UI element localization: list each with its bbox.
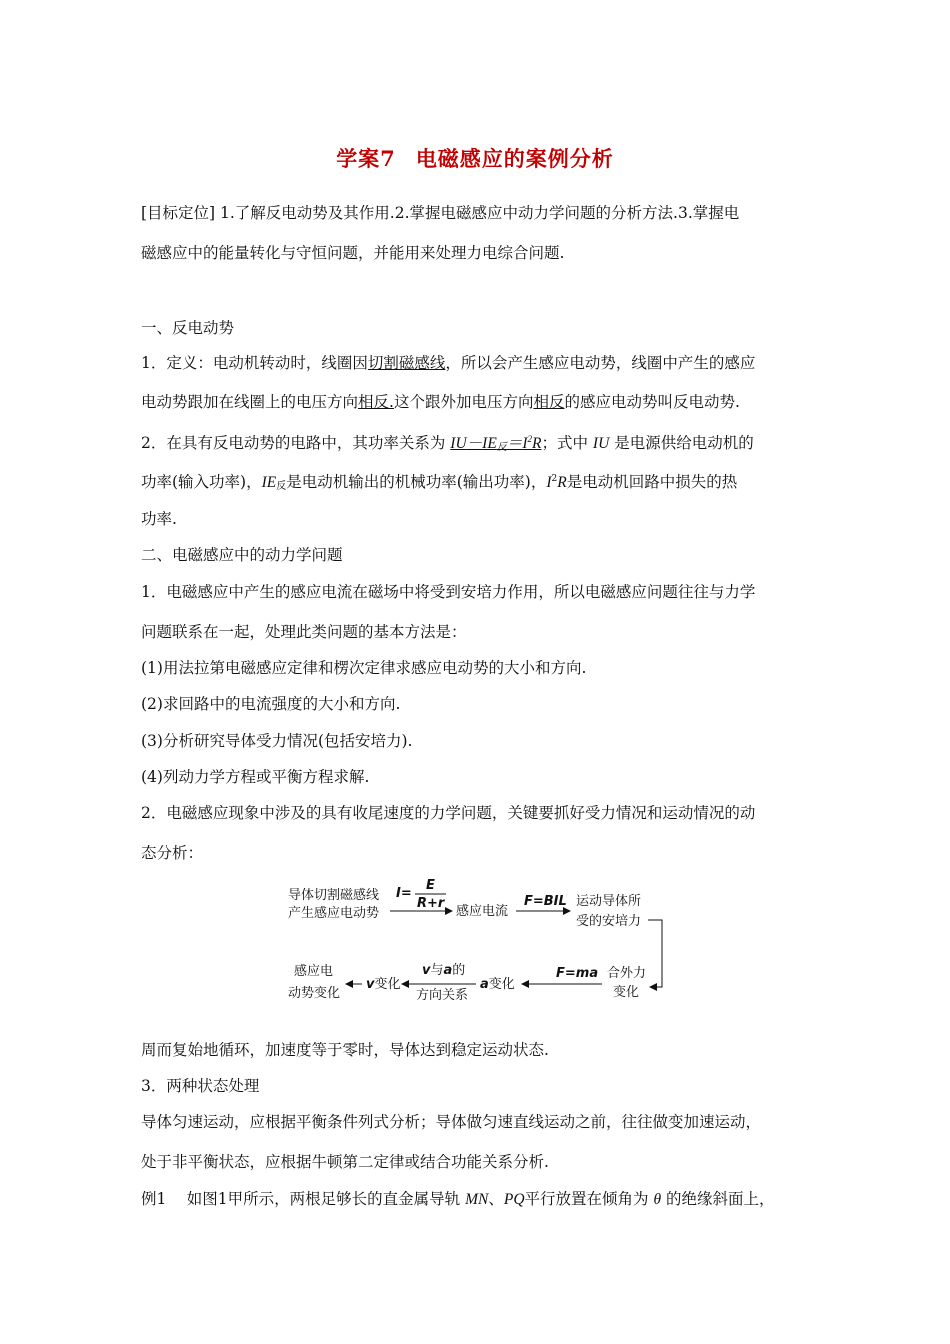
eq-ohm-left: I= xyxy=(396,886,412,901)
formula-subscript: 反 xyxy=(496,442,507,454)
text-run: 的感应电动势叫反电动势. xyxy=(564,393,740,411)
eq-ohm-numerator: E xyxy=(426,878,435,893)
example-1-line xyxy=(141,1189,831,1210)
section3-line1: 导体匀速运动，应根据平衡条件列式分析；导体做匀速直线运动之前，往往做变加速运动， xyxy=(141,1113,762,1131)
var-a: a xyxy=(480,977,489,992)
text-run: 1．定义：电动机转动时，线圈因 xyxy=(141,354,368,372)
underlined-answer: 相反. xyxy=(358,393,394,411)
after-diagram-line: 周而复始地循环，加速度等于零时，导体达到稳定运动状态. xyxy=(141,1041,549,1059)
section2-step1: (1)用法拉第电磁感应定律和楞次定律求感应电动势的大小和方向. xyxy=(141,659,587,677)
formula-part: － xyxy=(466,435,483,453)
section2-heading: 二、电磁感应中的动力学问题 xyxy=(141,546,343,564)
section2-step3: (3)分析研究导体受力情况(包括安培力). xyxy=(141,732,413,750)
arrow-3 xyxy=(648,920,662,987)
text-run: 这个跟外加电压方向 xyxy=(393,393,534,411)
section1-p1-line2 xyxy=(141,392,831,412)
box-conductor-cutting-line1: 导体切割磁感线 xyxy=(288,888,380,903)
section2-p2-line1: 2．电磁感应现象中涉及的具有收尾速度的力学问题，关键要抓好受力情况和运动情况的动 xyxy=(141,804,756,822)
section1-heading: 一、反电动势 xyxy=(141,319,235,337)
title-number: 学案7 xyxy=(336,146,396,171)
text-run: 是电动机回路中损失的热 xyxy=(566,473,738,492)
text-run: 是电动机输出的机械功率(输出功率)， xyxy=(286,473,547,492)
symbol: MN xyxy=(465,1191,489,1208)
symbol: θ xyxy=(653,1191,662,1208)
eq-ohm-denominator: R+r xyxy=(417,896,445,911)
formula-part: IU xyxy=(450,435,467,453)
section2-p2-line2: 态分析： xyxy=(141,844,204,862)
text-change: 变化 xyxy=(488,977,515,992)
underlined-answer: 切割磁感线 xyxy=(367,354,446,372)
box-induced-current: 感应电流 xyxy=(456,904,509,919)
text-run: 是电源供给电动机的 xyxy=(609,434,754,453)
text-run: 例1 如图1甲所示，两根足够长的直金属导轨 xyxy=(141,1190,466,1208)
power-formula xyxy=(450,435,541,452)
underlined-answer: 相反 xyxy=(533,393,565,411)
eq-va-relation-line2: 方向关系 xyxy=(416,988,469,1003)
formula-part: ＝ xyxy=(506,435,523,453)
text-change: 变化 xyxy=(374,977,401,992)
box-net-force-line2: 变化 xyxy=(613,985,640,1000)
section3-heading: 3．两种状态处理 xyxy=(141,1077,260,1095)
section1-p2-line3: 功率. xyxy=(141,510,177,528)
text-run: 2．在具有反电动势的电路中，其功率关系为 xyxy=(141,434,451,453)
section2-step4: (4)列动力学方程或平衡方程求解. xyxy=(141,768,370,786)
formula-part: I xyxy=(522,435,528,453)
formula-superscript: 2 xyxy=(527,434,532,444)
section1-p2-line1 xyxy=(141,429,831,458)
box-emf-change-line1: 感应电 xyxy=(294,964,334,979)
section2-step2: (2)求回路中的电流强度的大小和方向. xyxy=(141,695,401,713)
goal-line-2: 磁感应中的能量转化与守恒问题，并能用来处理力电综合问题. xyxy=(141,244,565,262)
box-accel-change xyxy=(480,976,515,992)
text-run: 电动势跟加在线圈上的电压方向 xyxy=(141,393,359,411)
eq-va-relation-line1 xyxy=(422,963,465,978)
text-run: 平行放置在倾角为 xyxy=(524,1190,654,1208)
section1-p2-line2 xyxy=(141,469,831,497)
box-emf-change-line2: 动势变化 xyxy=(288,986,341,1001)
var-v: v xyxy=(422,963,431,978)
text-run: 的绝缘斜面上， xyxy=(661,1190,775,1208)
section2-p1-line1: 1．电磁感应中产生的感应电流在磁场中将受到安培力作用，所以电磁感应问题往往与力学 xyxy=(141,583,756,601)
text-and: 与 xyxy=(430,963,444,978)
formula-part: IE xyxy=(482,435,497,453)
title-text: 电磁感应的案例分析 xyxy=(415,146,614,171)
eq-newton: F=ma xyxy=(556,966,599,981)
goal-line-1: [目标定位] 1.了解反电动势及其作用.2.掌握电磁感应中动力学问题的分析方法.3.掌握电 xyxy=(141,204,740,222)
text-run: 、 xyxy=(488,1190,504,1208)
symbol: PQ xyxy=(503,1191,525,1208)
section3-line2: 处于非平衡状态，应根据牛顿第二定律或结合功能关系分析. xyxy=(141,1153,549,1171)
section1-p1-line1 xyxy=(141,353,831,373)
symbol: IE xyxy=(261,474,277,492)
box-net-force-line1: 合外力 xyxy=(607,966,647,981)
dynamics-flow-diagram xyxy=(280,875,680,1010)
box-ampere-force-line1: 运动导体所 xyxy=(576,894,642,909)
symbol-subscript: 反 xyxy=(276,481,287,493)
text-run: ；式中 xyxy=(541,434,593,453)
formula-part: R xyxy=(532,435,542,453)
box-conductor-cutting-line2: 产生感应电动势 xyxy=(288,906,380,921)
symbol-superscript: 2 xyxy=(551,474,558,484)
text-run: ，所以会产生感应电动势，线圈中产生的感应 xyxy=(445,354,756,372)
text-of: 的 xyxy=(452,963,466,978)
page-title xyxy=(0,143,950,173)
box-velocity-change xyxy=(366,976,401,992)
section2-p1-line2: 问题联系在一起，处理此类问题的基本方法是： xyxy=(141,623,467,641)
var-a: a xyxy=(443,963,453,978)
eq-ampere-force: F=BIL xyxy=(524,894,567,909)
box-ampere-force-line2: 受的安培力 xyxy=(576,914,642,929)
symbol: R xyxy=(557,474,567,492)
symbol: IU xyxy=(592,435,610,453)
var-v: v xyxy=(366,977,375,992)
text-run: 功率(输入功率)， xyxy=(141,473,262,492)
symbol: I xyxy=(546,474,552,492)
